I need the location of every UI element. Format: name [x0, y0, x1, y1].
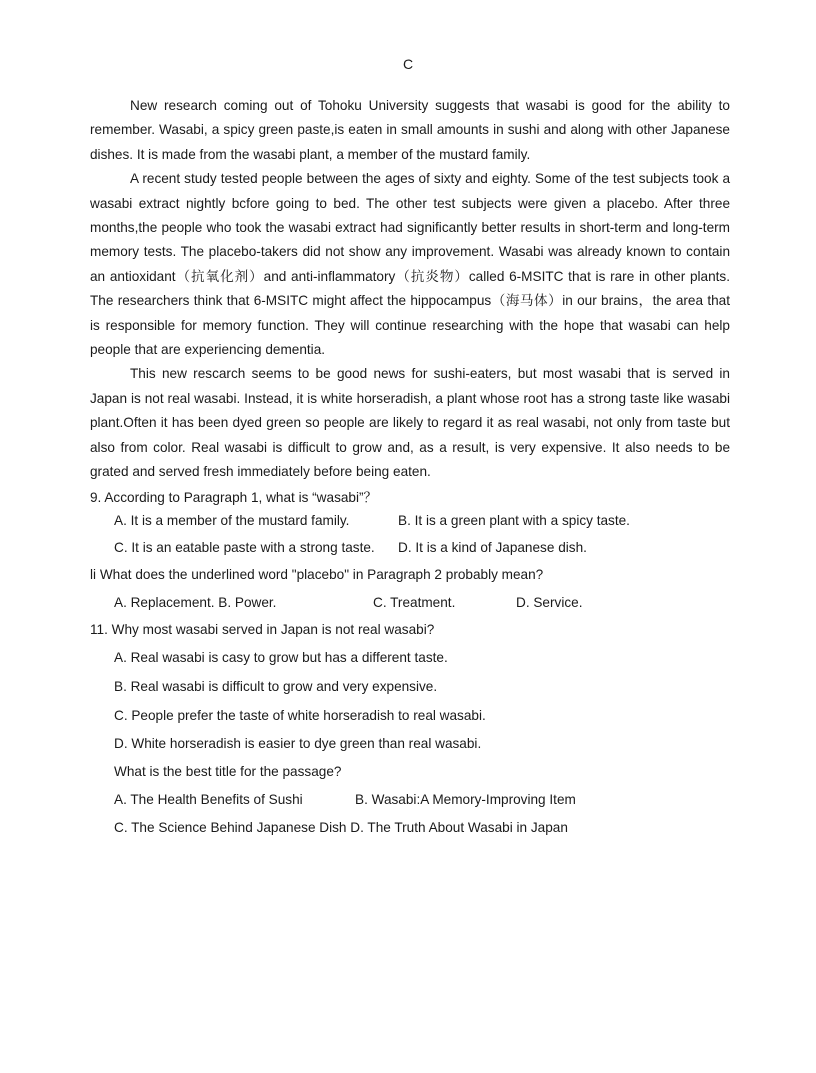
question-10-option-d: D. Service. [516, 595, 583, 610]
passage-paragraph-3: This new rescarch seems to be good news for sushi-eaters, but most wasabi that is served in Japan is not real wasabi. Instead, it is white horseradish, a plant whose root has a strong taste like wasabi plant.Often it has been dyed green so people are likely to regard it as real wasabi, not only from taste but also from color. Real wasabi is difficult to grow and, as a result, is very expensive. It also needs to be grated and served fresh immediately before being eaten. [90, 366, 730, 480]
question-9-option-c: C. It is an eatable paste with a strong taste. [114, 540, 375, 555]
question-9-stem: 9. According to Paragraph 1, what is “wasabi”？ [90, 490, 378, 505]
passage-paragraph-2: A recent study tested people between the ages of sixty and eighty. Some of the test subjects took a wasabi extract nightly bcfore going to bed. The other test subjects were given a placebo. After three months,the people who took the wasabi extract had significantly better results in short-term and long-term memory tests. The placebo-takers did not show any improvement. Wasabi was already known to contain an antioxidant（抗氧化剂）and anti-inflammatory（抗炎物）called 6-MSITC that is rare in other plants. The researchers think that 6-MSITC might affect the hippocampus（海马体）in our brains，the area that is responsible for memory function. They will continue researching with the hope that wasabi can help people that are experiencing dementia. [90, 171, 744, 358]
question-12-stem: What is the best title for the passage? [114, 764, 342, 779]
question-11-option-b: B. Real wasabi is difficult to grow and very expensive. [114, 679, 438, 694]
question-11-option-a: A. Real wasabi is casy to grow but has a different taste. [114, 650, 448, 665]
question-10-option-c: C. Treatment. [373, 595, 456, 610]
question-12-option-cd: C. The Science Behind Japanese Dish D. The Truth About Wasabi in Japan [114, 820, 568, 835]
question-11-stem: 11. Why most wasabi served in Japan is not real wasabi? [90, 622, 435, 637]
question-9-option-d: D. It is a kind of Japanese dish. [398, 540, 587, 555]
section-letter: C [402, 56, 414, 72]
question-11-option-d: D. White horseradish is easier to dye green than real wasabi. [114, 736, 482, 751]
reading-passage [90, 94, 744, 485]
question-11-option-c: C. People prefer the taste of white horseradish to real wasabi. [114, 708, 486, 723]
question-9-option-a: A. It is a member of the mustard family. [114, 513, 350, 528]
question-9-option-b: B. It is a green plant with a spicy taste. [398, 513, 630, 528]
question-10-option-ab: A. Replacement. B. Power. [114, 595, 277, 610]
question-12-option-a: A. The Health Benefits of Sushi [114, 792, 303, 807]
question-12-option-b: B. Wasabi:A Memory-Improving Item [355, 792, 576, 807]
passage-paragraph-1: New research coming out of Tohoku University suggests that wasabi is good for the ability to remember. Wasabi, a spicy green paste,is eaten in small amounts in sushi and along with other Japanese dishes. It is made from the wasabi plant, a member of the mustard family. [90, 98, 730, 162]
question-10-stem: li What does the underlined word "placebo" in Paragraph 2 probably mean? [90, 567, 544, 582]
